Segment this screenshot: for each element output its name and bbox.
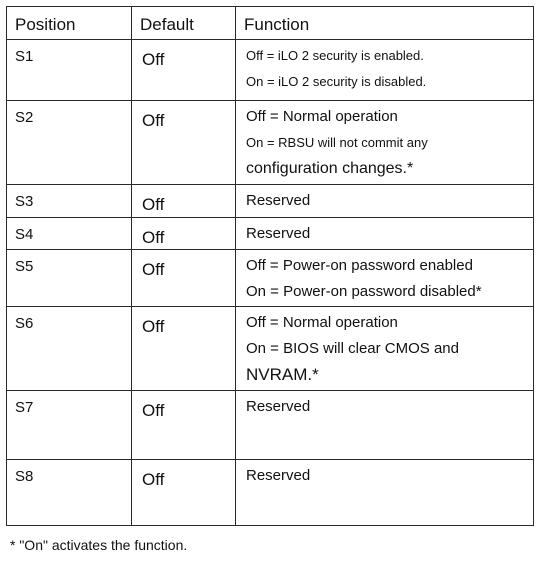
table-row [7,101,534,185]
default-cell: Off [132,250,236,307]
table-row [7,185,534,218]
default-cell: Off [132,40,236,101]
table-row [7,391,534,460]
position-cell: S1 [7,40,132,101]
function-cell [236,307,534,391]
default-cell: Off [132,101,236,185]
function-line: Off = iLO 2 security is enabled. [246,48,424,63]
switch-settings-table [6,6,534,526]
function-cell [236,218,534,250]
position-cell: S2 [7,101,132,185]
position-cell: S6 [7,307,132,391]
default-cell: Off [132,218,236,250]
table-row [7,40,534,101]
table-row [7,307,534,391]
table-row [7,460,534,526]
default-cell: Off [132,307,236,391]
header-position: Position [7,7,132,40]
footnote: * "On" activates the function. [10,537,188,553]
default-cell: Off [132,460,236,526]
function-line: On = RBSU will not commit any [246,135,428,150]
function-line: NVRAM.* [246,365,319,384]
function-cell [236,250,534,307]
function-cell [236,101,534,185]
table-row [7,218,534,250]
function-line: On = Power-on password disabled* [246,283,482,300]
function-line: Off = Power-on password enabled [246,257,473,274]
position-cell: S4 [7,218,132,250]
header-function: Function [236,7,534,40]
table-row [7,250,534,307]
header-default: Default [132,7,236,40]
position-cell: S7 [7,391,132,460]
function-line: Reserved [246,192,311,209]
function-line: On = BIOS will clear CMOS and [246,340,459,357]
position-cell: S5 [7,250,132,307]
function-line: Reserved [246,398,311,415]
function-line: Reserved [246,467,311,484]
function-cell [236,460,534,526]
function-line: configuration changes.* [246,160,414,177]
position-cell: S8 [7,460,132,526]
function-cell [236,391,534,460]
header-row [7,7,534,40]
function-cell [236,185,534,218]
function-line: On = iLO 2 security is disabled. [246,74,427,89]
function-line: Off = Normal operation [246,108,398,125]
function-line: Reserved [246,225,311,242]
function-cell [236,40,534,101]
function-line: Off = Normal operation [246,314,398,331]
position-cell: S3 [7,185,132,218]
default-cell: Off [132,185,236,218]
default-cell: Off [132,391,236,460]
